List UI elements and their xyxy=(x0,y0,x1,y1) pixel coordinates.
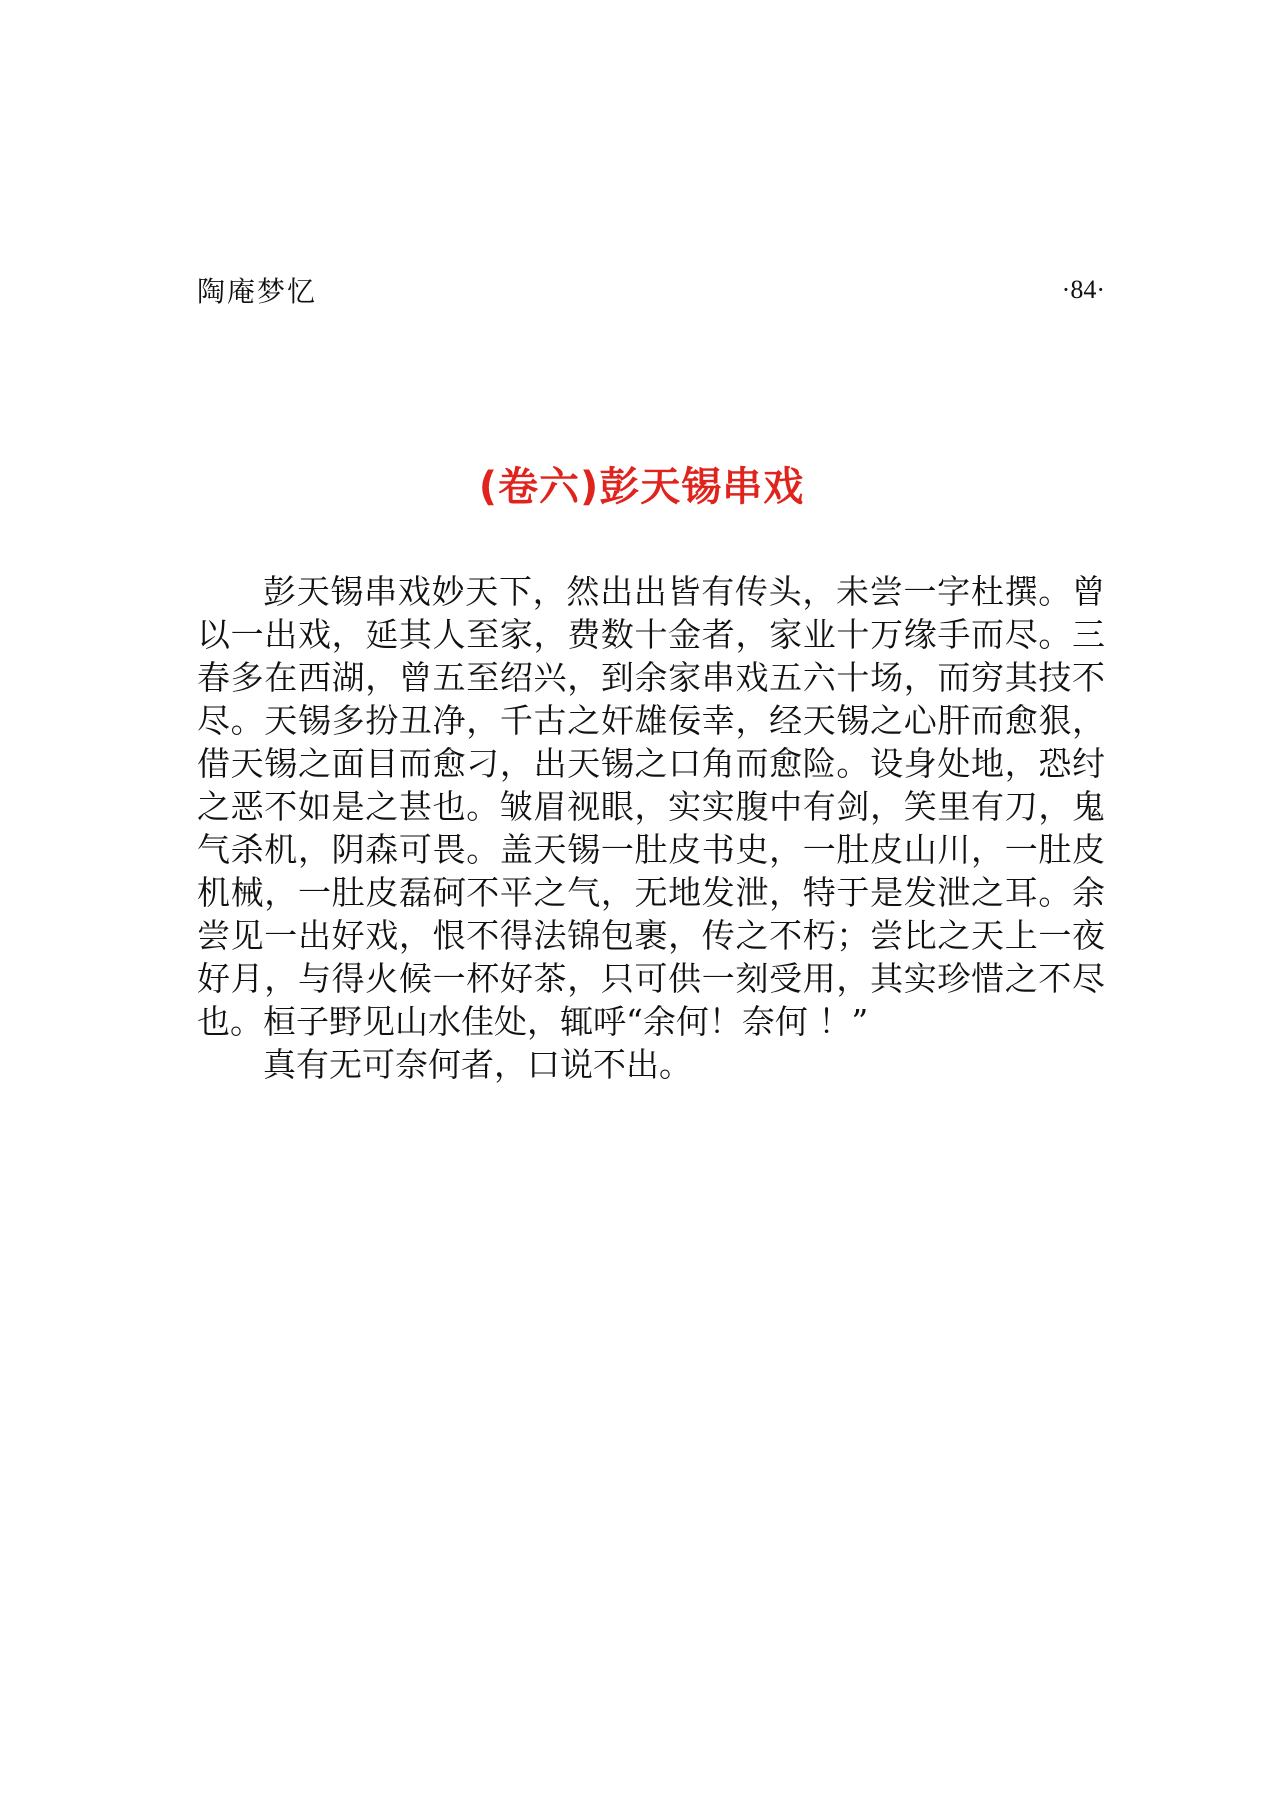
paragraph: 彭天锡串戏妙天下，然出出皆有传头，未尝一字杜撰。曾以一出戏，延其人至家，费数十金者，家业十万缘手而尽。三春多在西湖，曾五至绍兴，到余家串戏五六十场，而穷其技不尽。天锡多扮丑净，千古之奸雄佞幸，经天锡之心肝而愈狠，借天锡之面目而愈刁，出天锡之口角而愈险。设身处地，恐纣之恶不如是之甚也。皱眉视眼，实实腹中有剑，笑里有刀，鬼气杀机，阴森可畏。盖天锡一肚皮书史，一肚皮山川，一肚皮机械，一肚皮磊砢不平之气，无地发泄，特于是发泄之耳。余尝见一出好戏，恨不得法锦包裹，传之不朽；尝比之天上一夜好月，与得火候一杯好茶，只可供一刻受用，其实珍惜之不尽也。桓子野见山水佳处，辄呼“余何！奈何 ！” xyxy=(197,572,1105,1041)
running-header xyxy=(197,270,1105,310)
page-number: ·84· xyxy=(1061,275,1105,304)
book-title: 陶庵梦忆 xyxy=(197,275,318,308)
body-text xyxy=(197,570,1105,1086)
paragraph: 真有无可奈何者，口说不出。 xyxy=(263,1045,692,1084)
chapter-title: (卷六)彭天锡串戏 xyxy=(478,464,805,510)
